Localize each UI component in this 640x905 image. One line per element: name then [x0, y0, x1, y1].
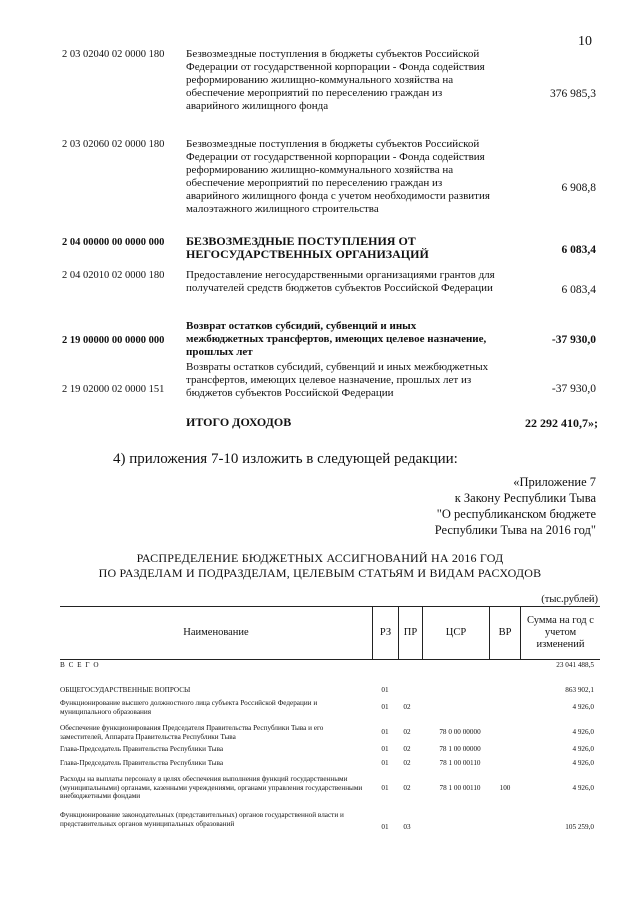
income-code: 2 19 00000 00 0000 000 — [62, 335, 165, 346]
row-rz: 01 — [381, 745, 389, 753]
header-csr: ЦСР — [422, 607, 489, 659]
row-sum: 105 259,0 — [565, 823, 594, 831]
row-name: Функционирование законодательных (представительных) органов государственной власти и представительных органов муниципальных образований — [60, 811, 344, 828]
row-rz: 01 — [381, 686, 389, 694]
row-csr: 78 0 00 00000 — [439, 728, 481, 736]
income-name: Предоставление негосударственными организациями грантов для получателей средств бюджетов субъектов Российской Федерации — [186, 269, 495, 294]
row-vr: 100 — [499, 784, 511, 792]
row-name: Функционирование высшего должностного лица субъекта Российской Федерации и муниципального образования — [60, 699, 318, 716]
income-name: БЕЗВОЗМЕЗДНЫЕ ПОСТУПЛЕНИЯ ОТ НЕГОСУДАРСТВЕННЫХ ОРГАНИЗАЦИЙ — [186, 234, 429, 261]
document-title — [0, 551, 640, 581]
income-code: 2 19 02000 02 0000 151 — [62, 384, 165, 395]
income-total-label: ИТОГО ДОХОДОВ — [186, 415, 292, 429]
income-sum: 6 083,4 — [561, 284, 596, 296]
income-code: 2 03 02060 02 0000 180 — [62, 139, 165, 150]
appendix-header — [435, 474, 596, 538]
row-pr: 02 — [403, 759, 411, 767]
appendix-line: Республики Тыва на 2016 год" — [434, 523, 596, 537]
row-sum: 4 926,0 — [572, 703, 594, 711]
row-name: Обеспечение функционирования Председателя Правительства Республики Тыва и его заместителей, Аппарата Правительства Республики Тыва — [60, 724, 324, 741]
row-rz: 01 — [381, 823, 389, 831]
row-csr: 78 1 00 00110 — [439, 759, 481, 767]
income-name: Возврат остатков субсидий, субвенций и иных межбюджетных трансфертов, имеющих целевое назначение, прошлых лет — [186, 320, 487, 358]
row-pr: 03 — [403, 823, 411, 831]
paragraph-4: 4) приложения 7-10 изложить в следующей редакции: — [113, 451, 458, 467]
income-sum: -37 930,0 — [551, 383, 596, 395]
row-name: В С Е Г О — [60, 661, 100, 669]
income-code: 2 04 00000 00 0000 000 — [62, 237, 165, 248]
table-header — [60, 606, 600, 660]
row-sum: 23 041 488,5 — [556, 661, 594, 669]
income-code: 2 04 02010 02 0000 180 — [62, 270, 165, 281]
appendix-line: «Приложение 7 — [513, 475, 596, 489]
income-code: 2 03 02040 02 0000 180 — [62, 49, 165, 60]
row-rz: 01 — [381, 759, 389, 767]
income-sum: 6 908,8 — [561, 182, 596, 194]
row-pr: 02 — [403, 728, 411, 736]
income-name: Возвраты остатков субсидий, субвенций и иных межбюджетных трансфертов, имеющих целевое назначение, прошлых лет из бюджетов субъектов Российской Федерации — [186, 361, 489, 399]
header-sum: Сумма на год с учетом изменений — [520, 607, 600, 659]
income-sum: -37 930,0 — [551, 334, 596, 346]
header-pr: ПР — [398, 607, 422, 659]
units-label: (тыс.рублей) — [541, 594, 598, 605]
income-sum: 6 083,4 — [561, 244, 596, 256]
row-csr: 78 1 00 00110 — [439, 784, 481, 792]
row-pr: 02 — [403, 703, 411, 711]
row-name: Расходы на выплаты персоналу в целях обеспечения выполнения функций государственными (муниципальными) органами, казенными учреждениями, органами управления государственными внебюджетными фондами — [60, 775, 363, 801]
row-name: Глава-Председатель Правительства Республики Тыва — [60, 745, 224, 753]
row-sum: 863 902,1 — [565, 686, 594, 694]
row-name: Глава-Председатель Правительства Республики Тыва — [60, 759, 224, 767]
header-rz: РЗ — [372, 607, 398, 659]
title-line: РАСПРЕДЕЛЕНИЕ БЮДЖЕТНЫХ АССИГНОВАНИЙ НА 2016 ГОД — [136, 551, 504, 565]
row-rz: 01 — [381, 784, 389, 792]
income-total-sum: 22 292 410,7»; — [525, 416, 598, 430]
row-name: ОБЩЕГОСУДАРСТВЕННЫЕ ВОПРОСЫ — [60, 686, 191, 694]
appendix-line: "О республиканском бюджете — [436, 507, 596, 521]
row-sum: 4 926,0 — [572, 728, 594, 736]
row-rz: 01 — [381, 703, 389, 711]
header-name: Наименование — [183, 627, 249, 638]
row-sum: 4 926,0 — [572, 784, 594, 792]
row-pr: 02 — [403, 745, 411, 753]
page-number: 10 — [578, 34, 592, 49]
appendix-line: к Закону Республики Тыва — [454, 491, 596, 505]
budget-table — [60, 606, 600, 660]
row-csr: 78 1 00 00000 — [439, 745, 481, 753]
income-name: Безвозмездные поступления в бюджеты субъектов Российской Федерации от государственной корпорации - Фонда содействия реформированию жилищно-коммунального хозяйства на обеспечение мероприятий по переселению граждан из аварийного жилищного фонда с учетом необходимости развития малоэтажного жилищного строительства — [186, 138, 490, 215]
row-pr: 02 — [403, 784, 411, 792]
row-rz: 01 — [381, 728, 389, 736]
income-sum: 376 985,3 — [550, 88, 596, 100]
income-name: Безвозмездные поступления в бюджеты субъектов Российской Федерации от государственной корпорации - Фонда содействия реформированию жилищно-коммунального хозяйства на обеспечение мероприятий по переселению граждан из аварийного жилищного фонда — [186, 48, 485, 112]
title-line: ПО РАЗДЕЛАМ И ПОДРАЗДЕЛАМ, ЦЕЛЕВЫМ СТАТЬЯМ И ВИДАМ РАСХОДОВ — [98, 566, 542, 580]
row-sum: 4 926,0 — [572, 745, 594, 753]
row-sum: 4 926,0 — [572, 759, 594, 767]
header-vr: ВР — [489, 607, 520, 659]
